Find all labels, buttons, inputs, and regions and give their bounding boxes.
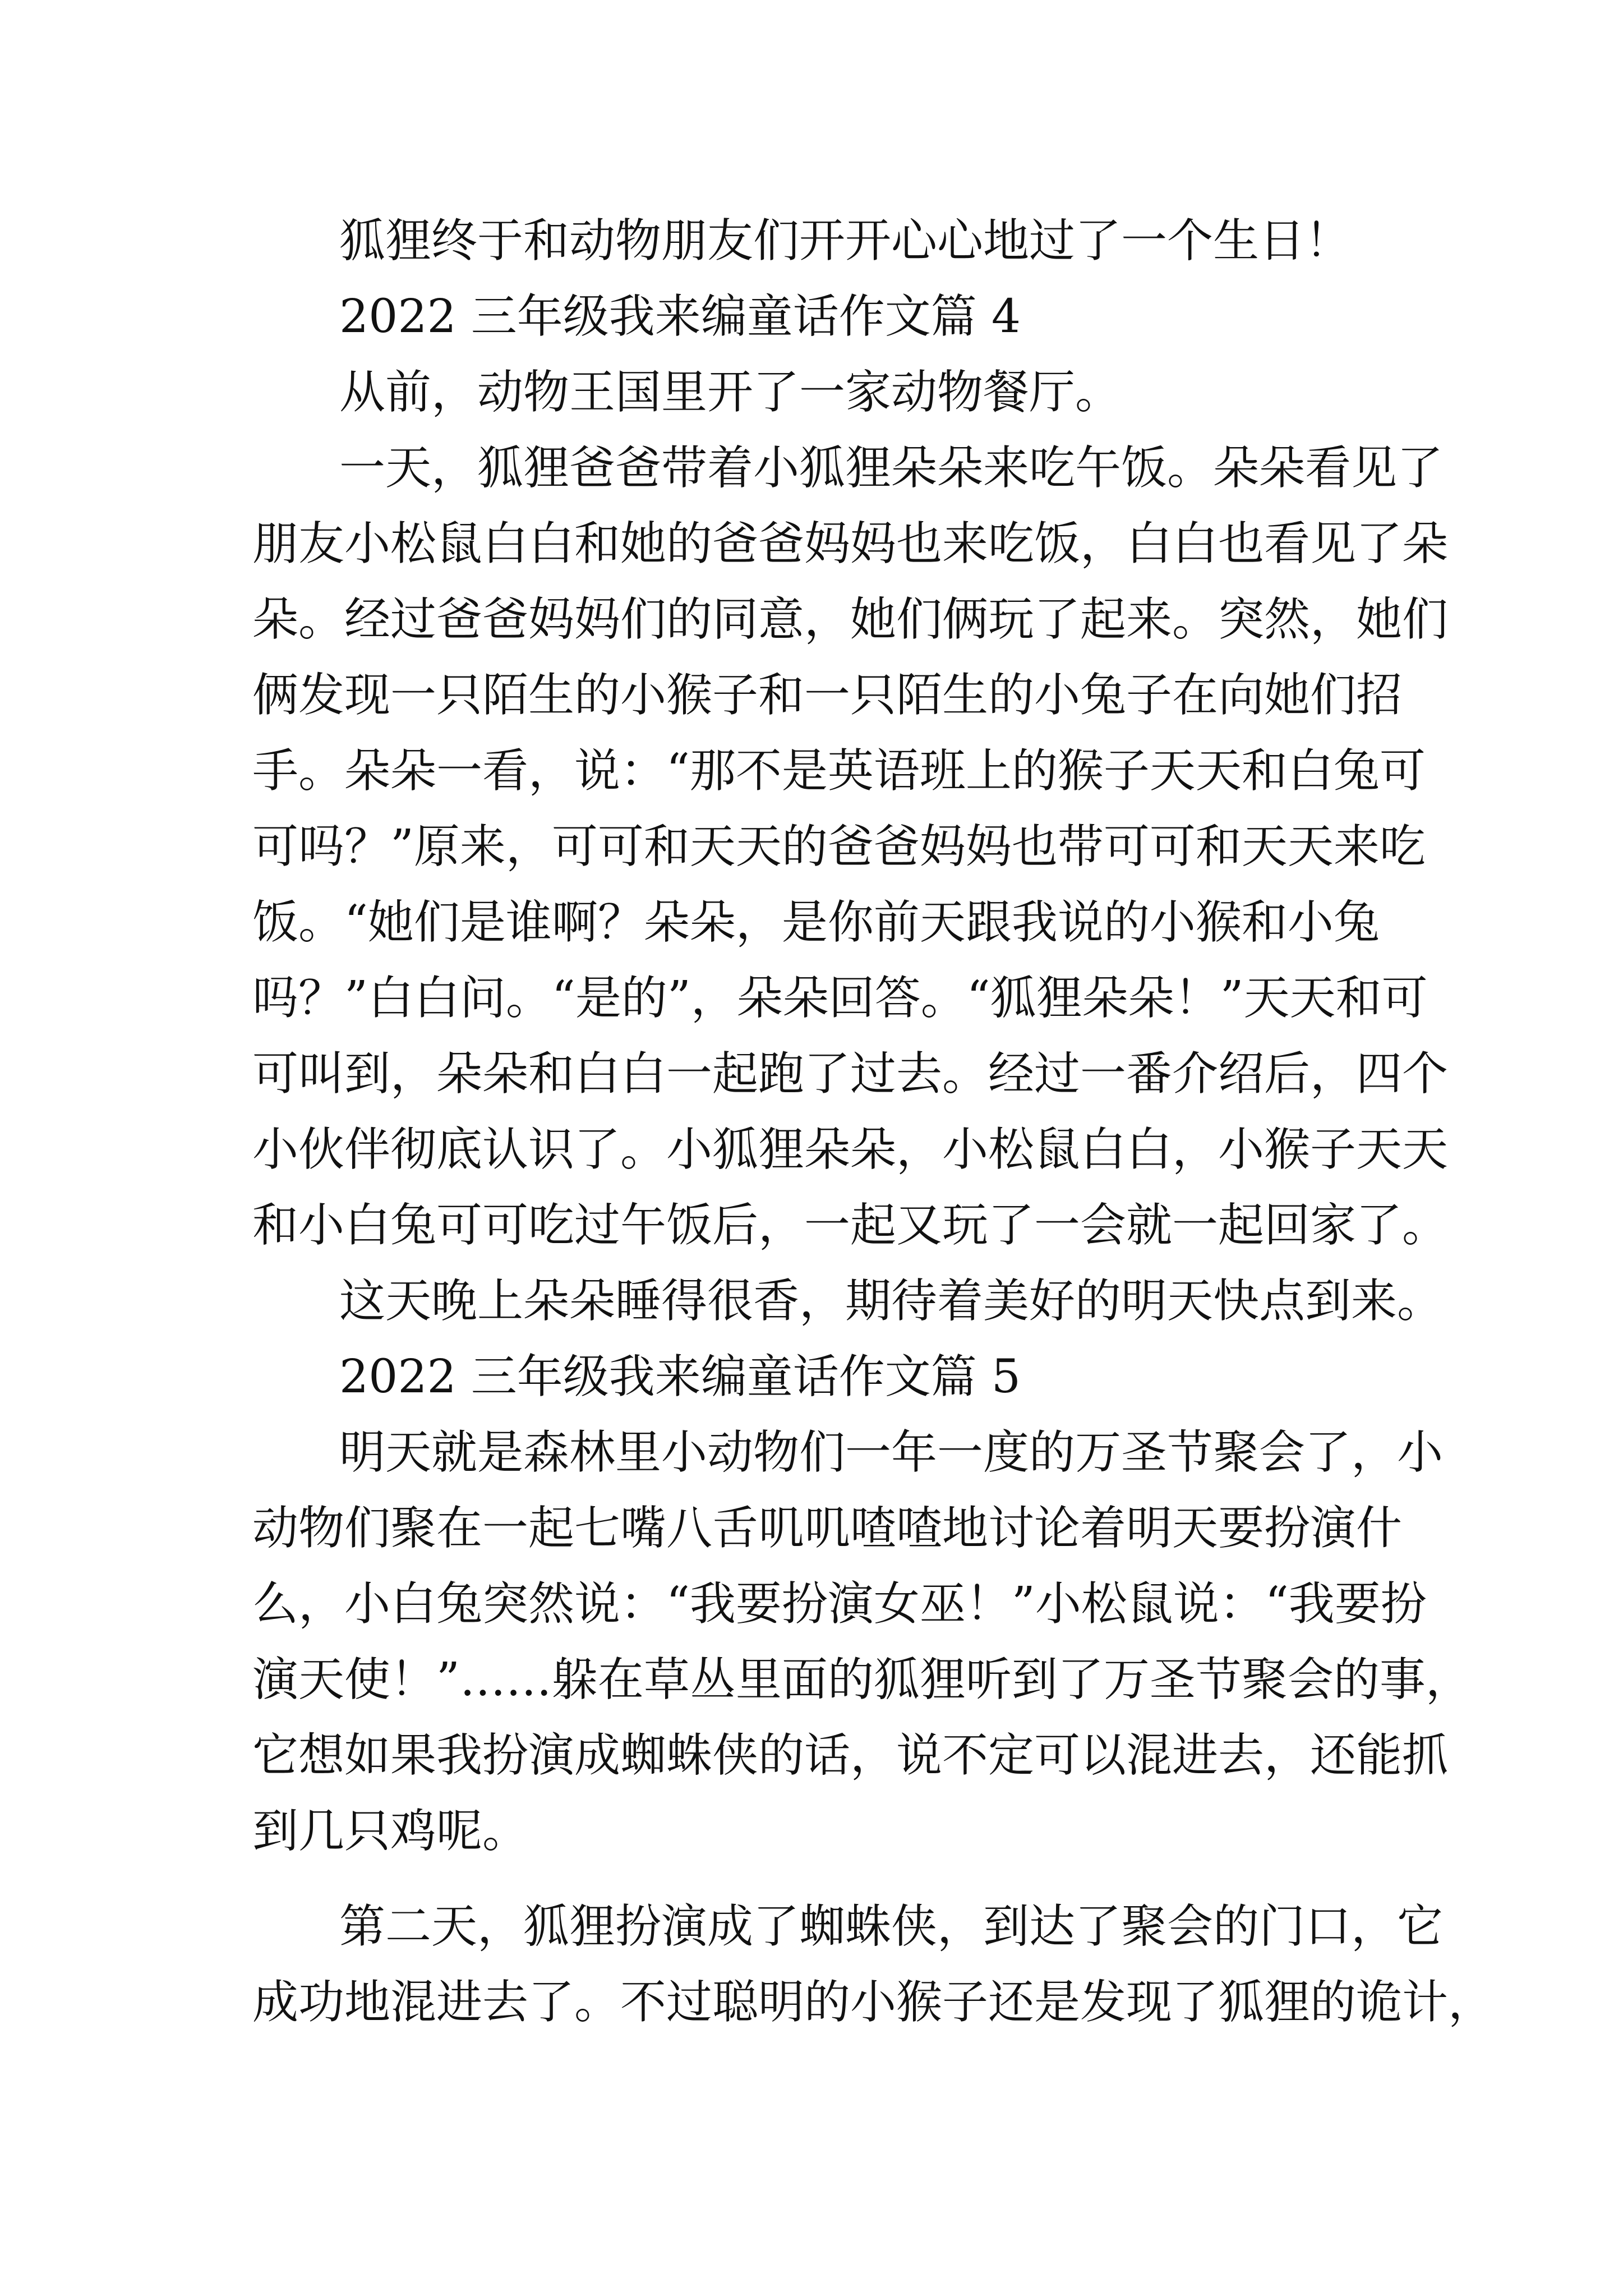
text-line: 小伙伴彻底认识了。小狐狸朵朵，小松鼠白白，小猴子天天: [252, 1123, 1449, 1176]
text-line: 成功地混进去了。不过聪明的小猴子还是发现了狐狸的诡计，: [252, 1976, 1495, 2029]
text-line: 朋友小松鼠白白和她的爸爸妈妈也来吃饭，白白也看见了朵: [252, 517, 1449, 570]
text-line: 手。朵朵一看，说：“那不是英语班上的猴子天天和白兔可: [252, 744, 1426, 798]
text-line: 明天就是森林里小动物们一年一度的万圣节聚会了，小: [339, 1426, 1444, 1479]
text-line: 第二天，狐狸扮演成了蜘蛛侠，到达了聚会的门口，它: [339, 1900, 1444, 1953]
text-line: 可叫到，朵朵和白白一起跑了过去。经过一番介绍后，四个: [252, 1047, 1449, 1101]
text-line: 俩发现一只陌生的小猴子和一只陌生的小兔子在向她们招: [252, 669, 1403, 722]
section-heading: 2022 三年级我来编童话作文篇 5: [339, 1350, 1021, 1404]
text-line: 和小白兔可可吃过午饭后，一起又玩了一会就一起回家了。: [252, 1199, 1449, 1252]
section-heading: 2022 三年级我来编童话作文篇 4: [339, 290, 1021, 343]
text-line: 从前，动物王国里开了一家动物餐厅。: [339, 366, 1122, 419]
text-line: 吗？”白白问。“是的”，朵朵回答。“狐狸朵朵！”天天和可: [252, 972, 1428, 1025]
text-line: 这天晚上朵朵睡得很香，期待着美好的明天快点到来。: [339, 1274, 1444, 1328]
text-line: 可吗？”原来，可可和天天的爸爸妈妈也带可可和天天来吃: [252, 820, 1426, 873]
text-line: 么，小白兔突然说：“我要扮演女巫！”小松鼠说：“我要扮: [252, 1577, 1427, 1631]
text-line: 一天，狐狸爸爸带着小狐狸朵朵来吃午饭。朵朵看见了: [339, 441, 1444, 495]
text-line: 饭。“她们是谁啊？朵朵，是你前天跟我说的小猴和小兔: [252, 896, 1380, 949]
text-line: 到几只鸡呢。: [252, 1805, 529, 1858]
text-line: 动物们聚在一起七嘴八舌叽叽喳喳地讨论着明天要扮演什: [252, 1502, 1403, 1555]
text-line: 朵。经过爸爸妈妈们的同意，她们俩玩了起来。突然，她们: [252, 593, 1449, 646]
text-line: 演天使！”……躲在草丛里面的狐狸听到了万圣节聚会的事，: [252, 1653, 1472, 1706]
text-line: 狐狸终于和动物朋友们开开心心地过了一个生日！: [339, 214, 1352, 268]
text-line: 它想如果我扮演成蜘蛛侠的话，说不定可以混进去，还能抓: [252, 1729, 1449, 1782]
